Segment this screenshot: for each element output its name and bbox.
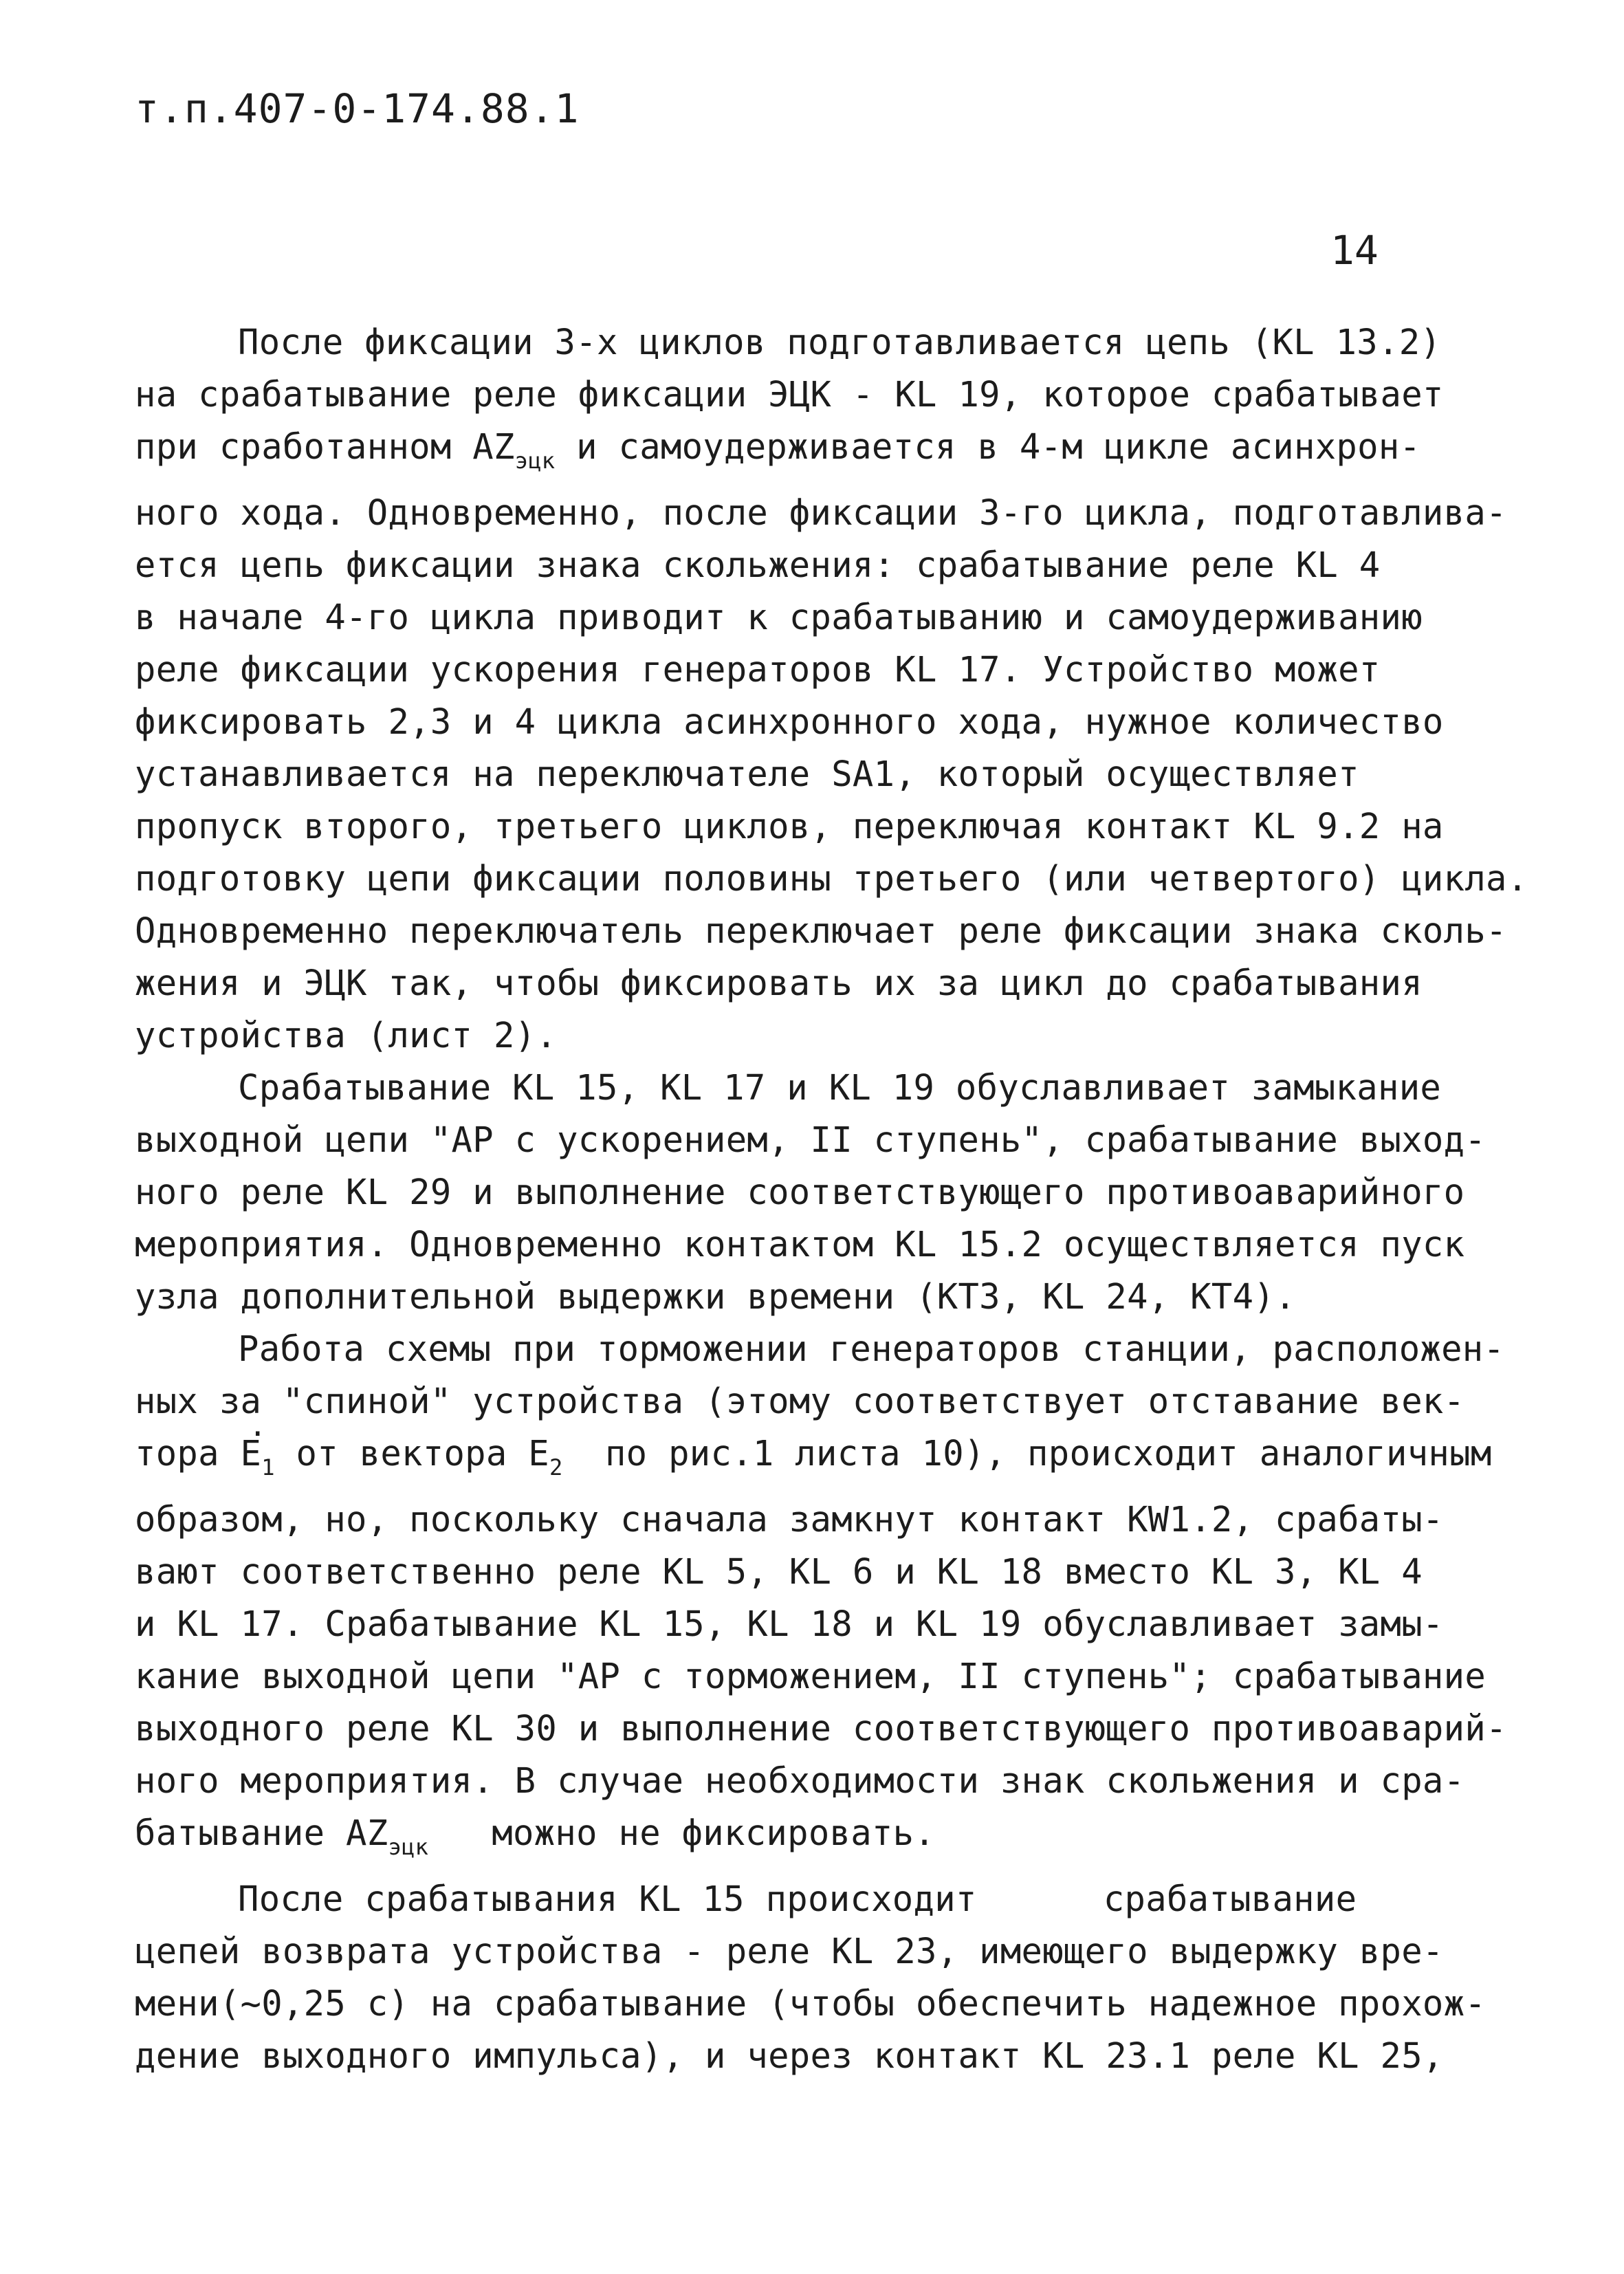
- line-text: устройства (лист 2).: [135, 1015, 558, 1056]
- text-line: [135, 957, 1496, 1009]
- subscript: эцк: [388, 1834, 429, 1860]
- text-line: [135, 591, 1496, 644]
- text-line: [135, 1323, 1505, 1375]
- text-line: [135, 1650, 1496, 1703]
- line-text: ного хода. Одновременно, после фиксации 3-го цикла, подготавлива-: [135, 492, 1507, 533]
- text-line: [135, 1546, 1496, 1598]
- line-text: и KL 17. Срабатывание KL 15, KL 18 и KL 19 обуславливает замы-: [135, 1604, 1444, 1644]
- line-text: на срабатывание реле фиксации ЭЦК - KL 19, которое срабатывает: [135, 374, 1444, 415]
- text-line: [135, 1703, 1507, 1755]
- text-line: [135, 1114, 1496, 1166]
- text-line: [135, 800, 1496, 853]
- line-text: при сработанном AZ: [135, 426, 515, 467]
- text-line: [135, 1494, 1496, 1546]
- line-text: батывание AZ: [135, 1813, 388, 1853]
- body-text: [135, 316, 1528, 2082]
- line-text: от вектора E: [274, 1433, 549, 1474]
- text-line: [135, 539, 1496, 591]
- text-line: [135, 316, 1496, 369]
- text-line: [135, 644, 1496, 696]
- text-line: [135, 696, 1496, 748]
- line-text: вают соответственно реле KL 5, KL 6 и KL 18 вместо KL 3, KL 4: [135, 1551, 1423, 1592]
- line-text: фиксировать 2,3 и 4 цикла асинхронного хода, нужное количество: [135, 701, 1444, 742]
- text-line: [135, 1375, 1496, 1428]
- text-line: [135, 1062, 1496, 1114]
- line-text: можно не фиксировать.: [428, 1813, 936, 1853]
- line-text: кание выходной цепи "АР с торможением, II ступень"; срабатывание: [135, 1656, 1486, 1696]
- text-line: [135, 369, 1496, 421]
- line-text: узла дополнительной выдержки времени (КТ3, KL 24, КТ4).: [135, 1276, 1296, 1317]
- text-line: [135, 1873, 1496, 1925]
- text-line: [135, 1978, 1496, 2030]
- line-text: ных за "спиной" устройства (этому соответствует отставание век-: [135, 1381, 1465, 1421]
- subscript: эцк: [514, 448, 556, 474]
- line-text: мени(~0,25 с) на срабатывание (чтобы обеспечить надежное прохож-: [135, 1983, 1486, 2024]
- line-text: подготовку цепи фиксации половины третьего (или четвертого) цикла.: [135, 858, 1528, 899]
- text-line: [135, 1428, 1496, 1494]
- line-text: выходного реле KL 30 и выполнение соответствующего противоаварий-: [135, 1708, 1507, 1749]
- line-text: устанавливается на переключателе SA1, который осуществляет: [135, 754, 1359, 794]
- text-line: [135, 1598, 1496, 1650]
- subscript: 2: [549, 1454, 563, 1480]
- line-text: мероприятия. Одновременно контактом KL 15.2 осуществляется пуск: [135, 1224, 1465, 1265]
- line-text: После фиксации 3-х циклов подготавливается цепь (KL 13.2): [238, 322, 1442, 362]
- line-text: дение выходного импульса), и через контакт KL 23.1 реле KL 25,: [135, 2035, 1444, 2076]
- text-line: [135, 1271, 1496, 1323]
- text-line: [135, 421, 1496, 487]
- line-text: ного мероприятия. В случае необходимости знак скольжения и сра-: [135, 1760, 1465, 1801]
- line-text: Одновременно переключатель переключает реле фиксации знака сколь-: [135, 910, 1507, 951]
- text-line: [135, 1755, 1496, 1807]
- text-line: [135, 1218, 1496, 1271]
- subscript: 1: [261, 1454, 275, 1480]
- text-line: [135, 1009, 1496, 1062]
- text-line: [135, 853, 1528, 905]
- line-text: в начале 4-го цикла приводит к срабатыванию и самоудерживанию: [135, 597, 1423, 637]
- line-text: ного реле KL 29 и выполнение соответствующего противоаварийного: [135, 1172, 1465, 1212]
- text-line: [135, 905, 1507, 957]
- line-text: образом, но, поскольку сначала замкнут контакт KW1.2, срабаты-: [135, 1499, 1444, 1540]
- text-line: [135, 2030, 1496, 2082]
- line-text: ется цепь фиксации знака скольжения: срабатывание реле KL 4: [135, 545, 1381, 585]
- document-code: т.п.407-0-174.88.1: [135, 85, 580, 132]
- line-text: тора: [135, 1433, 241, 1474]
- line-text: реле фиксации ускорения генераторов KL 17. Устройство может: [135, 649, 1381, 690]
- line-text: жения и ЭЦК так, чтобы фиксировать их за цикл до срабатывания: [135, 963, 1423, 1003]
- line-text: цепей возврата устройства - реле KL 23, имеющего выдержку вре-: [135, 1931, 1444, 1971]
- text-line: [135, 487, 1507, 539]
- text-line: [135, 1166, 1496, 1218]
- line-text: Работа схемы при торможении генераторов станции, расположен-: [238, 1329, 1505, 1369]
- text-line: [135, 748, 1496, 800]
- line-text: и самоудерживается в 4-м цикле асинхрон-: [555, 426, 1421, 467]
- line-text: Срабатывание KL 15, KL 17 и KL 19 обуславливает замыкание: [238, 1067, 1442, 1108]
- text-line: [135, 1925, 1496, 1978]
- line-text: После срабатывания KL 15 происходит срабатывание: [238, 1879, 1357, 1919]
- line-text: по рис.1 листа 10), происходит аналогичным: [562, 1433, 1492, 1474]
- text-line: [135, 1807, 1496, 1873]
- line-text: пропуск второго, третьего циклов, переключая контакт KL 9.2 на: [135, 806, 1444, 846]
- page-number: 14: [1330, 227, 1379, 274]
- vector-symbol: · E: [241, 1428, 262, 1480]
- line-text: выходной цепи "АР с ускорением, II ступень", срабатывание выход-: [135, 1119, 1486, 1160]
